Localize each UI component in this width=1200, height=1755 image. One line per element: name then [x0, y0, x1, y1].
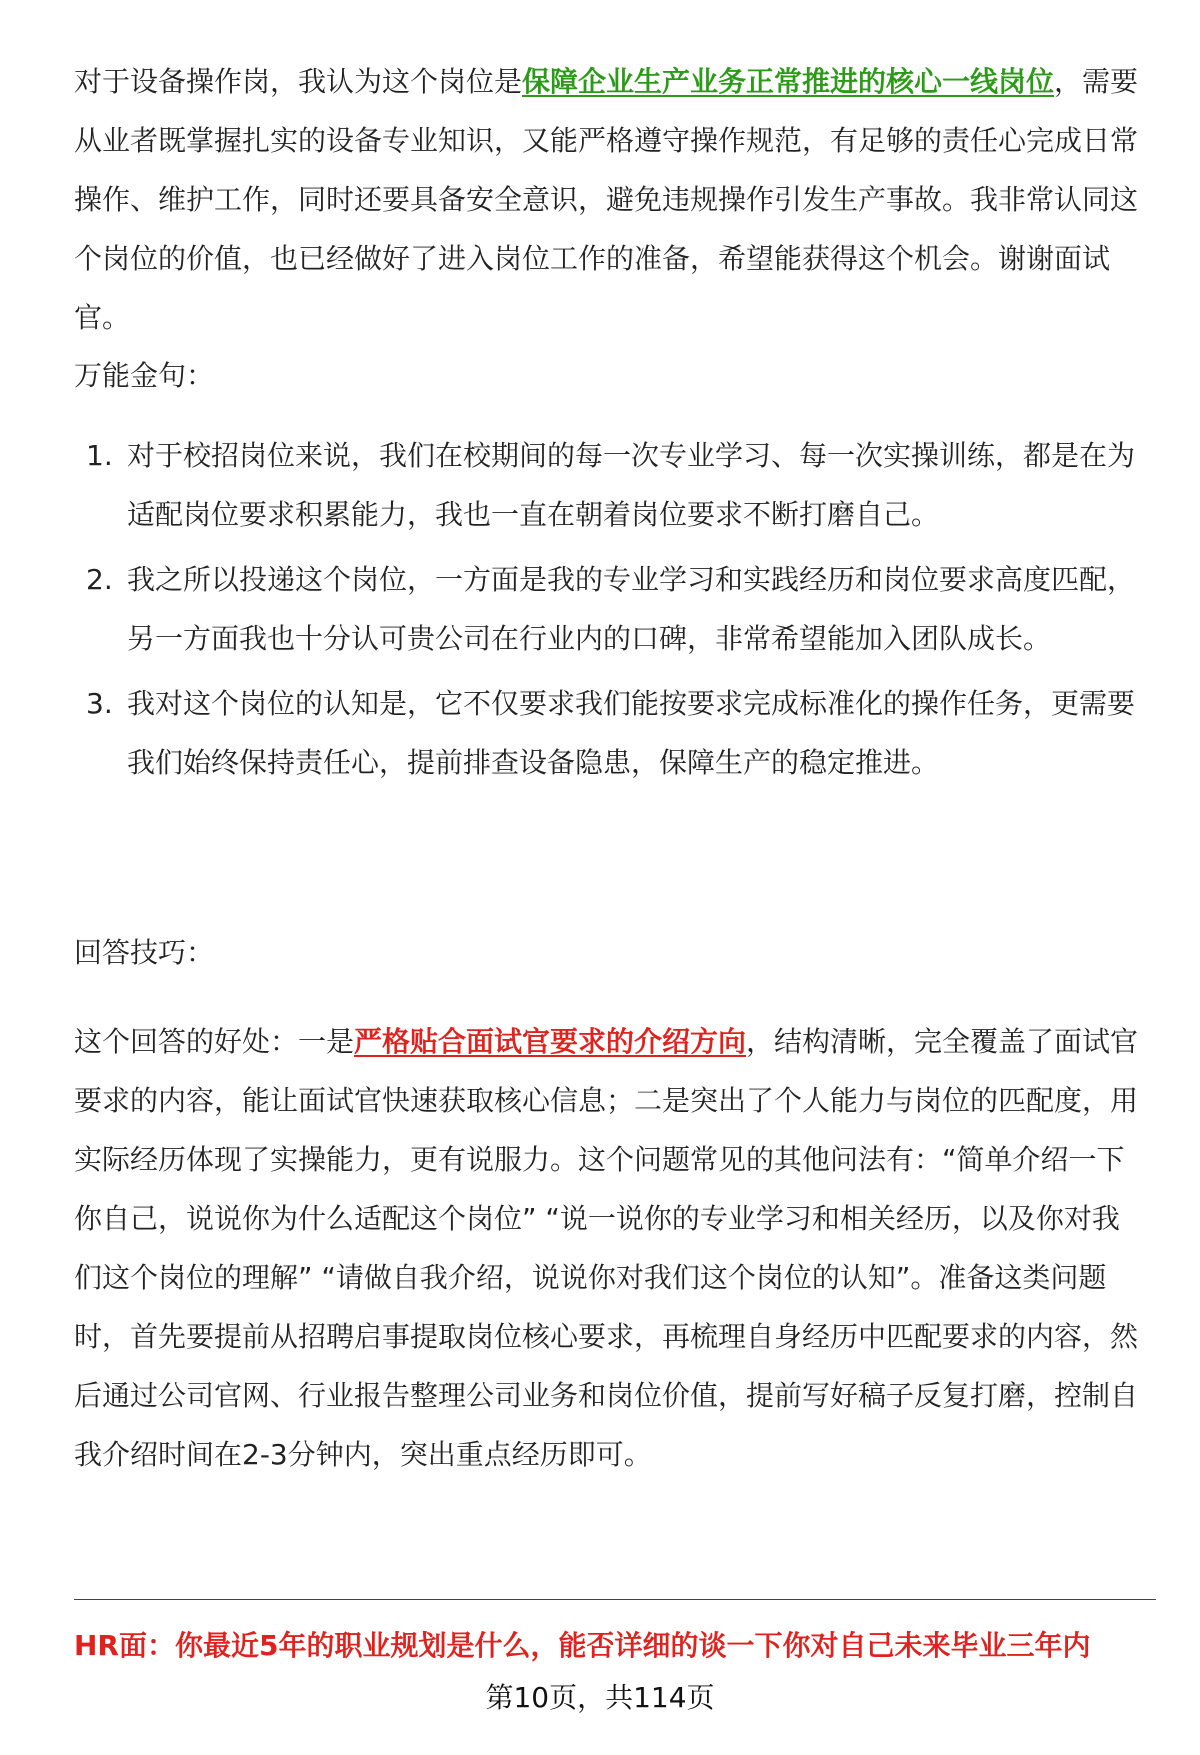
intro-paragraph	[74, 52, 1146, 347]
list-item-number: 3.	[86, 687, 113, 720]
intro-highlight: 保障企业生产业务正常推进的核心一线岗位	[522, 65, 1055, 98]
list-item	[74, 674, 1146, 792]
golden-sentences-list	[74, 426, 1146, 798]
intro-text-start: 对于设备操作岗，我认为这个岗位是	[74, 65, 523, 98]
tips-text-end: ，结构清晰，完全覆盖了面试官要求的内容，能让面试官快速获取核心信息；二是突出了个人能力与岗位的匹配度，用实际经历体现了实操能力，更有说服力。这个问题常见的其他问法有：“简单介绍一下你自己，说说你为什么适配这个岗位” “说一说你的专业学习和相关经历，以及你对我们这个岗位的理解” “请做自我介绍，说说你对我们这个岗位的认知”。准备这类问题时，首先要提前从招聘启事提取岗位核心要求，再梳理自身经历中匹配要求的内容，然后通过公司官网、行业报告整理公司业务和岗位价值，提前写好稿子反复打磨，控制自我介绍时间在2-3分钟内，突出重点经历即可。	[74, 1025, 1139, 1471]
list-item-text: 对于校招岗位来说，我们在校期间的每一次专业学习、每一次实操训练，都是在为适配岗位要求积累能力，我也一直在朝着岗位要求不断打磨自己。	[127, 439, 1136, 531]
list-item-text: 我之所以投递这个岗位，一方面是我的专业学习和实践经历和岗位要求高度匹配，另一方面我也十分认可贵公司在行业内的口碑，非常希望能加入团队成长。	[127, 563, 1136, 655]
list-item	[74, 550, 1146, 668]
section-divider	[74, 1599, 1156, 1600]
tips-highlight: 严格贴合面试官要求的介绍方向	[354, 1025, 747, 1058]
page-number-footer: 第10页，共114页	[485, 1681, 715, 1714]
intro-text-end: ，需要从业者既掌握扎实的设备专业知识，又能严格遵守操作规范，有足够的责任心完成日常操作、维护工作，同时还要具备安全意识，避免违规操作引发生产事故。我非常认同这个岗位的价值，也已经做好了进入岗位工作的准备，希望能获得这个机会。谢谢面试官。	[74, 65, 1139, 334]
next-question-heading: HR面：你最近5年的职业规划是什么，能否详细的谈一下你对自己未来毕业三年内	[74, 1629, 1091, 1662]
list-item	[74, 426, 1146, 544]
list-item-number: 1.	[86, 439, 113, 472]
answer-tips-paragraph	[74, 1012, 1146, 1484]
list-item-number: 2.	[86, 563, 113, 596]
list-item-text: 我对这个岗位的认知是，它不仅要求我们能按要求完成标准化的操作任务，更需要我们始终保持责任心，提前排查设备隐患，保障生产的稳定推进。	[127, 687, 1136, 779]
answer-tips-label: 回答技巧：	[74, 936, 215, 969]
tips-text-start: 这个回答的好处：一是	[74, 1025, 355, 1058]
golden-sentences-label: 万能金句：	[74, 359, 215, 392]
